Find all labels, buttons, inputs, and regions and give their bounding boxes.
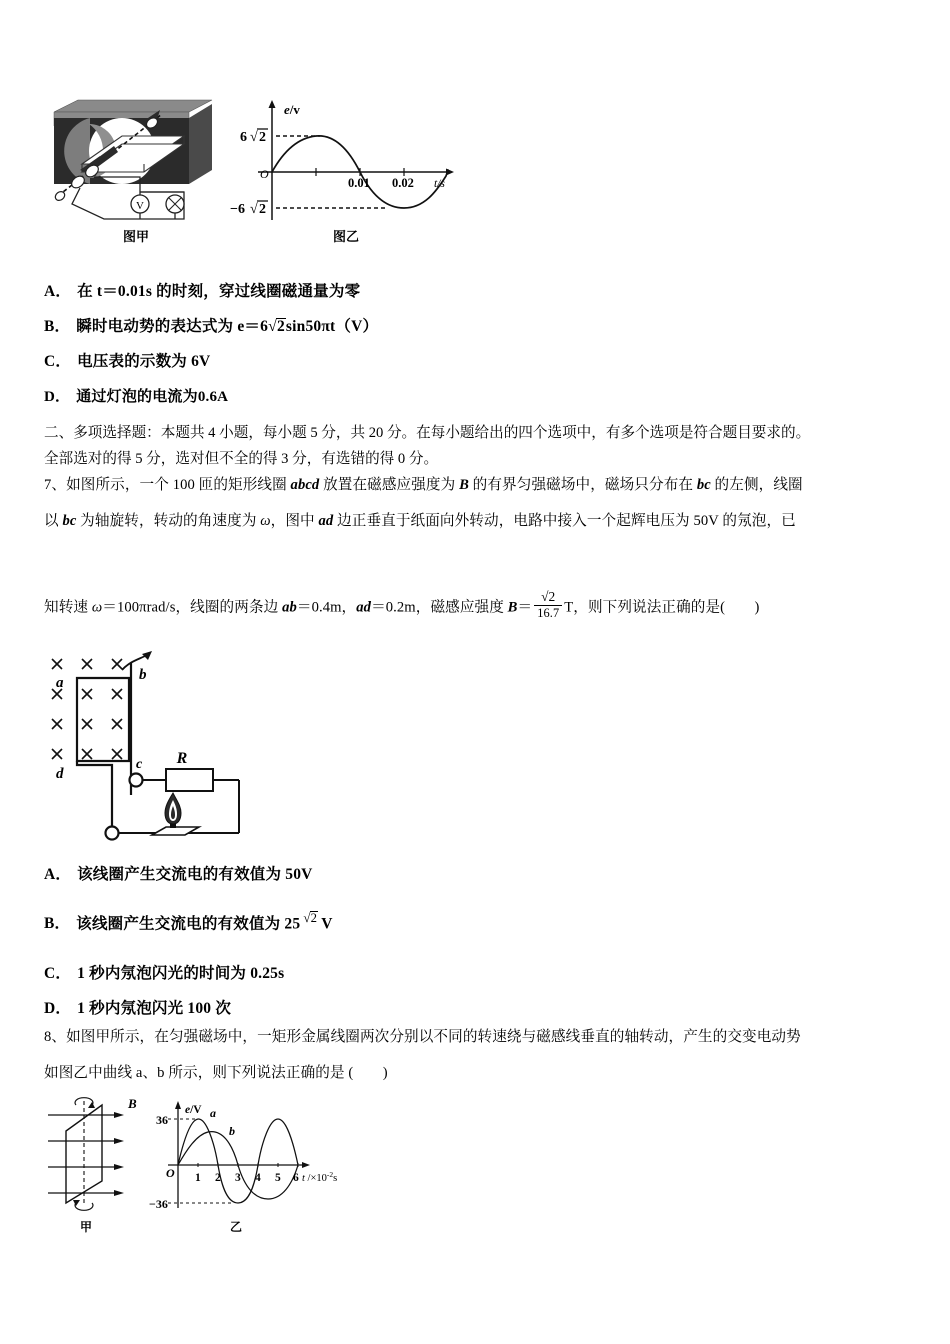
- fraction-denominator: 16.7: [537, 606, 560, 621]
- svg-text:√: √: [250, 202, 258, 217]
- neon-lamp-icon: [152, 793, 199, 835]
- q7-l3-a: 知转速: [44, 599, 92, 616]
- q7-l2-ad: ad: [318, 513, 334, 529]
- q7-l2-bc: bc: [62, 513, 77, 529]
- q7-option-b-radicand: 2: [310, 911, 318, 925]
- q7-l1-abcd: abcd: [290, 477, 320, 493]
- field-label-B: B: [128, 1096, 137, 1111]
- figure3-caption-left: 甲: [79, 1220, 93, 1234]
- sqrt-icon: √: [268, 318, 277, 335]
- svg-text:2: 2: [259, 130, 266, 145]
- q7-stem-line1: [44, 476, 803, 494]
- q7-l1-bc: bc: [696, 477, 711, 493]
- terminal-c: [130, 774, 143, 787]
- curve-a: [178, 1119, 298, 1203]
- figure2-svg: [44, 645, 294, 860]
- q6-option-b: [44, 318, 378, 337]
- q7-l1-c: 的有界匀强磁场中，磁场只分布在: [468, 477, 697, 493]
- generator-diagram: [54, 100, 212, 219]
- q7-option-c: [44, 965, 284, 984]
- x-tick-5: 5: [275, 1172, 281, 1184]
- q6-option-d: [44, 388, 228, 406]
- q6-option-a-label: A．: [44, 283, 72, 300]
- x-axis-label: t/s: [434, 178, 445, 190]
- coil-in-uniform-field-diagram: [48, 1096, 137, 1210]
- q7-option-d: [44, 1000, 231, 1019]
- magnetic-field-fraction: [534, 590, 562, 620]
- figure-generator-and-emf-graph: [44, 92, 464, 250]
- section-header-line1: 二、多项选择题：本题共 4 小题，每小题 5 分，共 20 分。在每小题给出的四个选项中，有多个选项是符合题目要求的。: [44, 425, 811, 441]
- q7-l1-d: 的左侧，线圈: [710, 477, 803, 493]
- y-tick-36: 36: [156, 1113, 168, 1127]
- svg-text:−6: −6: [230, 202, 245, 217]
- q8-stem-line2: 如图乙中曲线 a、b 所示，则下列说法正确的是 ( ): [44, 1065, 388, 1081]
- resistor-R: [166, 769, 213, 791]
- figure1-caption-right: 图乙: [332, 229, 359, 244]
- svg-text:√: √: [250, 130, 258, 145]
- q7-l3-omega: ω: [91, 599, 103, 616]
- q6-option-d-text: 通过灯泡的电流为0.6A: [76, 389, 229, 405]
- q7-l2-b: 为轴旋转，转动的角速度为: [76, 513, 261, 529]
- q7-l2-c: ，图中: [270, 513, 319, 529]
- terminal-bottom: [106, 827, 119, 840]
- q7-option-b-sqrt: [303, 910, 318, 926]
- q7-l2-omega: ω: [260, 513, 271, 529]
- q7-l3-f: T，则下列说法正确的是( ): [564, 599, 760, 616]
- q6-option-b-text-pre: 瞬时电动势的表达式为 e＝6: [76, 318, 269, 335]
- q7-l1-a: 7、如图所示，一个 100 匝的矩形线圈: [44, 477, 291, 493]
- figure3-caption-right: 乙: [229, 1220, 243, 1234]
- label-R: R: [176, 750, 188, 767]
- q7-option-b-text-post: V: [321, 915, 333, 933]
- figure-coil-and-emf-curves: [46, 1093, 376, 1238]
- figure3-svg: [46, 1093, 376, 1238]
- x-tick-001: 0.01: [348, 176, 370, 190]
- svg-text:6: 6: [240, 130, 247, 145]
- y-tick-minus36: −36: [149, 1197, 168, 1211]
- q7-l3-d: ＝0.2m，磁感应强度: [371, 599, 508, 616]
- graph-x-label: t $/\times 10^{-2}s$: [302, 1170, 338, 1184]
- x-tick-1: 1: [195, 1172, 201, 1184]
- svg-text:V: V: [136, 200, 144, 212]
- fraction-numerator: √2: [534, 590, 562, 606]
- y-tick-negative: [230, 201, 268, 217]
- q7-option-a: [44, 866, 313, 885]
- origin-label: O: [260, 167, 269, 181]
- q8-stem-line1: 8、如图甲所示，在匀强磁场中，一矩形金属线圈两次分别以不同的转速绕与磁感线垂直的轴转动，产生的交变电动势: [44, 1029, 801, 1045]
- q7-option-a-label: A．: [44, 866, 72, 883]
- q6-option-b-label: B．: [44, 318, 71, 335]
- q7-stem-line2: [44, 512, 796, 530]
- graph-y-label: e/V: [185, 1104, 202, 1116]
- q7-l3-ab: ab: [282, 599, 297, 616]
- q7-option-d-label: D．: [44, 1000, 72, 1017]
- q6-option-b-text-post: sin50πt（V）: [285, 318, 379, 335]
- curve-b-label: b: [229, 1124, 235, 1138]
- q7-option-c-label: C．: [44, 965, 72, 982]
- section-header-line2: 全部选对的得 5 分，选对但不全的得 3 分，有选错的得 0 分。: [44, 451, 439, 467]
- q7-option-a-text: 该线圈产生交流电的有效值为 50V: [77, 866, 313, 883]
- q7-option-c-text: 1 秒内氖泡闪光的时间为 0.25s: [77, 965, 285, 982]
- q6-option-a-text: 在 t＝0.01s 的时刻，穿过线圈磁通量为零: [77, 283, 361, 300]
- emf-curves-graph: [149, 1101, 337, 1211]
- figure-coil-circuit: [44, 645, 294, 860]
- q6-option-a: [44, 283, 360, 302]
- sqrt-icon: √: [303, 910, 311, 925]
- y-axis-label: e/v: [284, 102, 300, 117]
- q7-option-b-label: B．: [44, 915, 71, 933]
- x-tick-002: 0.02: [392, 176, 414, 190]
- q7-l2-a: 以: [44, 513, 63, 529]
- q6-option-d-label: D．: [44, 389, 71, 405]
- q7-l1-b: 放置在磁感应强度为: [319, 477, 460, 493]
- q7-l2-d: 边正垂直于纸面向外转动，电路中接入一个起辉电压为 50V 的氖泡，已: [333, 513, 796, 529]
- q6-option-b-radicand: 2: [276, 318, 285, 335]
- q7-stem-line3: [44, 590, 760, 620]
- q6-option-c: [44, 353, 210, 372]
- q7-l3-c: ＝0.4m，: [296, 599, 357, 616]
- q7-option-b: [44, 910, 333, 934]
- x-tick-4: 4: [255, 1172, 261, 1184]
- x-tick-3: 3: [235, 1172, 241, 1184]
- magnetic-field-into-page-icons: [52, 659, 122, 759]
- label-a: a: [56, 675, 64, 691]
- q7-l1-B: B: [459, 477, 469, 493]
- curve-a-label: a: [210, 1106, 216, 1120]
- x-tick-2: 2: [215, 1172, 221, 1184]
- label-c: c: [136, 757, 143, 772]
- q6-option-c-text: 电压表的示数为 6V: [77, 353, 211, 370]
- x-tick-6: 6: [293, 1172, 299, 1184]
- emf-sine-graph: [230, 100, 454, 220]
- svg-text:2: 2: [259, 202, 266, 217]
- q7-option-b-text-pre: 该线圈产生交流电的有效值为 25: [76, 915, 301, 933]
- q7-l3-B: B: [507, 599, 518, 616]
- figure1-caption-left: 图甲: [122, 229, 149, 244]
- y-tick-positive: [240, 129, 268, 145]
- q7-l3-ad: ad: [356, 599, 372, 616]
- label-d: d: [56, 766, 64, 782]
- q7-option-d-text: 1 秒内氖泡闪光 100 次: [77, 1000, 232, 1017]
- label-b: b: [139, 667, 147, 683]
- q6-option-c-label: C．: [44, 353, 72, 370]
- graph-origin: O: [166, 1166, 175, 1180]
- q7-l3-b: ＝100πrad/s，线圈的两条边: [102, 599, 283, 616]
- q7-l3-e: ＝: [517, 599, 533, 616]
